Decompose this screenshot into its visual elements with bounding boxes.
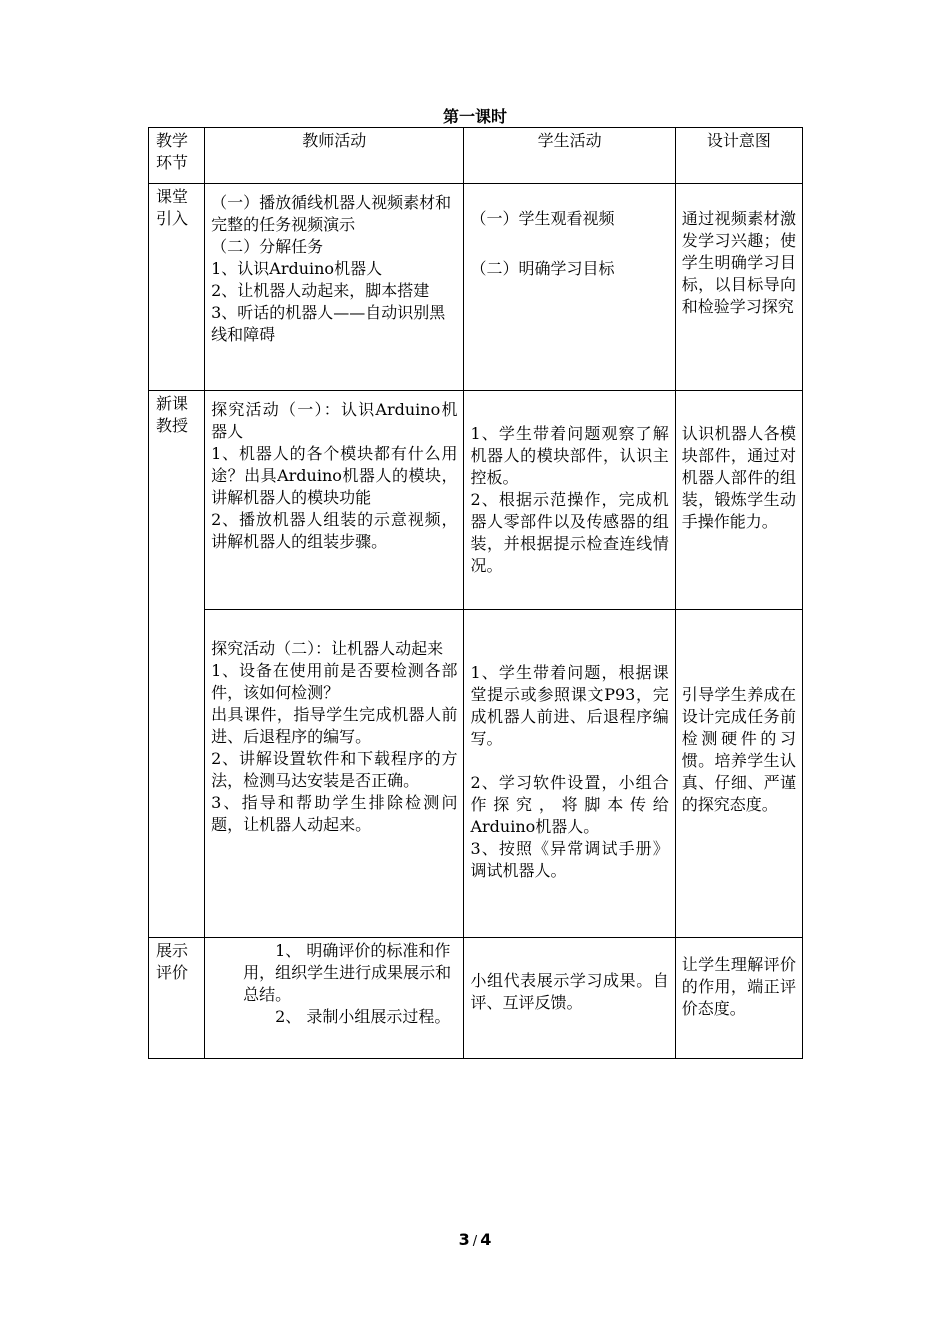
student-line: 2、根据示范操作，完成机器人零部件以及传感器的组装，并根据提示检查连线情况。 <box>470 490 669 575</box>
lesson-title: 第一课时 <box>442 107 507 126</box>
teacher-line: 1、设备在使用前是否要检测各部件，该如何检测？ <box>211 661 458 702</box>
header-stage: 教学环节 <box>156 131 189 172</box>
teacher-line: 1、 明确评价的标准和作用，组织学生进行成果展示和总结。 <box>243 941 452 1004</box>
teacher-line: 2、播放机器人组装的示意视频，讲解机器人的组装步骤。 <box>211 510 458 551</box>
header-teacher: 教师活动 <box>302 131 367 150</box>
teacher-activity <box>205 184 463 346</box>
teacher-activity <box>205 610 463 836</box>
teacher-activity <box>205 391 463 553</box>
header-student: 学生活动 <box>537 131 602 150</box>
student-activity <box>464 391 674 577</box>
student-line: 小组代表展示学习成果。自评、互评反馈。 <box>470 971 669 1012</box>
teacher-line: 3、指导和帮助学生排除检测问题，让机器人动起来。 <box>211 793 458 834</box>
table-row-intro <box>149 184 803 391</box>
page-current: 3 <box>458 1230 470 1249</box>
student-activity <box>464 938 674 1014</box>
table-header-row <box>149 128 803 184</box>
page-number <box>0 1230 950 1249</box>
teacher-line: 2、 录制小组展示过程。 <box>275 1007 451 1026</box>
page-total: 4 <box>480 1230 492 1249</box>
table-row-new-lesson-2 <box>149 610 803 938</box>
stage-label: 新课教授 <box>156 394 189 435</box>
teacher-line: 出具课件，指导学生完成机器人前进、后退程序的编写。 <box>211 705 458 746</box>
teacher-line: 探究活动（二）：让机器人动起来 <box>211 639 444 658</box>
design-intent: 让学生理解评价的作用，端正评价态度。 <box>681 955 796 1018</box>
student-line: 1、学生带着问题观察了解机器人的模块部件，认识主控板。 <box>470 424 669 487</box>
student-activity <box>464 184 674 280</box>
teacher-line: 1、认识Arduino机器人 <box>211 259 383 278</box>
stage-label: 课堂引入 <box>156 187 189 228</box>
teacher-line: 1、机器人的各个模块都有什么用途？出具Arduino机器人的模块，讲解机器人的模块功能 <box>211 444 458 507</box>
teacher-line: （一）播放循线机器人视频素材和完整的任务视频演示 <box>211 193 452 234</box>
teacher-line: 2、讲解设置软件和下载程序的方法，检测马达安装是否正确。 <box>211 749 458 790</box>
lesson-plan-table <box>148 127 803 1059</box>
stage-label: 展示评价 <box>156 941 189 982</box>
design-intent: 通过视频素材激发学习兴趣；使学生明确学习目标，以目标导向和检验学习探究 <box>681 209 796 316</box>
student-activity <box>464 610 674 882</box>
table-row-showcase <box>149 938 803 1059</box>
header-intent: 设计意图 <box>706 131 771 150</box>
teacher-line: 2、让机器人动起来，脚本搭建 <box>211 281 430 300</box>
student-line: 1、学生带着问题，根据课堂提示或参照课文P93，完成机器人前进、后退程序编写。 <box>470 663 669 748</box>
teacher-line: 3、听话的机器人——自动识别黑线和障碍 <box>211 303 446 344</box>
teacher-line: （二）分解任务 <box>211 237 324 256</box>
student-line: （一）学生观看视频 <box>470 209 615 228</box>
student-line: 2、学习软件设置，小组合作探究，将脚本传给Arduino机器人。 <box>470 773 669 836</box>
design-intent: 引导学生养成在设计完成任务前检测硬件的习惯。培养学生认真、仔细、严谨的探究态度。 <box>681 685 796 814</box>
student-line: （二）明确学习目标 <box>470 259 615 278</box>
teacher-line: 探究活动（一）：认识Arduino机器人 <box>211 400 458 441</box>
student-line: 3、按照《异常调试手册》调试机器人。 <box>470 839 669 880</box>
table-row-new-lesson-1 <box>149 391 803 610</box>
page-separator: / <box>472 1234 478 1249</box>
design-intent: 认识机器人各模块部件，通过对机器人部件的组装，锻炼学生动手操作能力。 <box>681 424 796 531</box>
teacher-activity <box>205 938 463 1028</box>
